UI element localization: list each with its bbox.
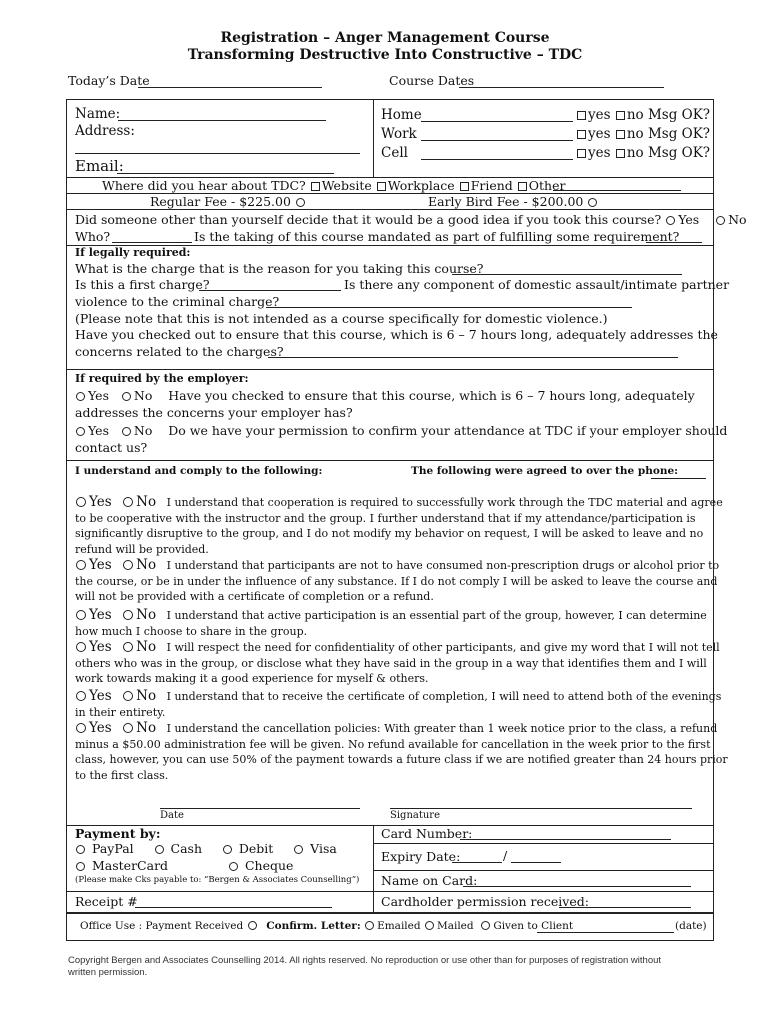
payment-row-divider: [373, 891, 714, 892]
employer-q2-yes[interactable]: Yes: [88, 423, 109, 438]
checkbox-icon[interactable]: [377, 182, 386, 191]
date-line[interactable]: [160, 808, 360, 809]
radio-icon[interactable]: [716, 216, 725, 225]
radio-icon[interactable]: [155, 845, 164, 854]
employer-q1-text-2: addresses the concerns your employer has?: [75, 405, 353, 420]
payment-row-divider: [373, 870, 714, 871]
mandated-question: Is the taking of this course mandated as part of fulfilling some requirement?: [194, 229, 680, 244]
form-subtitle: Transforming Destructive Into Constructive – TDC: [187, 47, 583, 63]
agreement-item-first-line: [75, 639, 720, 656]
who-label: Who?: [75, 229, 111, 244]
row-divider: [66, 460, 714, 461]
agreement-yes[interactable]: Yes: [89, 557, 112, 573]
agreement-item-text: I understand that to receive the certificate of completion, I will need to attend both of the evenings: [166, 690, 722, 703]
radio-icon[interactable]: [76, 862, 85, 871]
checkbox-icon[interactable]: [616, 130, 625, 139]
radio-icon[interactable]: [76, 427, 85, 436]
home-phone-field[interactable]: [421, 121, 573, 122]
legal-q-first: Is this a first charge?: [75, 277, 210, 292]
radio-icon[interactable]: [294, 845, 303, 854]
legal-q-checked-2: concerns related to the charges?: [75, 344, 284, 359]
name-label: Name:: [75, 106, 121, 122]
agreement-item-line: to be cooperative with the instructor and the group. I further understand that if my attendance/participation is: [75, 511, 696, 525]
agreement-item-line: the course, or be in under the influence of any substance. If I do not comply I will be asked to leave the course and: [75, 574, 718, 588]
regular-fee-option[interactable]: [150, 194, 308, 209]
copyright-line-1: Copyright Bergen and Associates Counselling 2014. All rights reserved. No reproduction or use other than for purposes of registration without: [68, 955, 662, 966]
radio-icon[interactable]: [365, 921, 374, 930]
decision-no[interactable]: No: [728, 212, 747, 227]
employer-q2-text-2: contact us?: [75, 440, 148, 455]
legal-heading: If legally required:: [75, 246, 191, 259]
checkbox-icon[interactable]: [577, 130, 586, 139]
legal-q-domestic-2: violence to the criminal charge?: [75, 294, 280, 309]
referral-row: [102, 178, 565, 193]
agreement-item-text: I understand that participants are not to have consumed non-prescription drugs or alcohol prior to: [166, 559, 720, 572]
address-field[interactable]: [75, 153, 360, 154]
copyright-line-2: written permission.: [68, 967, 148, 978]
date-label: Date: [160, 810, 184, 821]
expiry-month-field[interactable]: [452, 862, 502, 863]
agreement-item: [75, 720, 728, 783]
payment-divider: [373, 825, 374, 913]
employer-q1-yes[interactable]: Yes: [88, 388, 109, 403]
referral-other-field[interactable]: [553, 190, 681, 191]
radio-icon[interactable]: [76, 610, 86, 620]
form-title: Registration – Anger Management Course: [220, 30, 550, 46]
payment-paypal[interactable]: PayPal: [91, 841, 134, 856]
office-row: [80, 920, 573, 932]
cheque-note: (Please make Cks payable to: “Bergen & Associates Counselling”): [75, 875, 360, 885]
payment-mastercard[interactable]: MasterCard: [91, 858, 169, 873]
employer-heading: If required by the employer:: [75, 372, 249, 385]
agreement-item-line: refund will be provided.: [75, 542, 209, 556]
early-bird-fee-option[interactable]: [428, 194, 600, 209]
radio-icon[interactable]: [588, 198, 597, 207]
radio-icon[interactable]: [666, 216, 675, 225]
row-divider: [66, 209, 714, 210]
radio-icon[interactable]: [229, 862, 238, 871]
legal-q-charge: What is the charge that is the reason for you taking this course?: [75, 261, 484, 276]
payment-row-divider: [373, 843, 714, 844]
checkbox-icon[interactable]: [616, 111, 625, 120]
signature-label: Signature: [390, 810, 441, 821]
agreement-yes[interactable]: Yes: [89, 607, 112, 623]
legal-q-checked: Have you checked out to ensure that this course, which is 6 – 7 hours long, adequately addresses the: [75, 327, 718, 342]
agreement-yes[interactable]: Yes: [89, 688, 112, 704]
radio-icon[interactable]: [123, 560, 133, 570]
payment-row-2-a: [75, 858, 168, 873]
employer-q2-text: Do we have your permission to confirm your attendance at TDC if your employer should: [168, 423, 728, 438]
radio-icon[interactable]: [123, 642, 133, 652]
payment-debit[interactable]: Debit: [238, 841, 274, 856]
agreement-no[interactable]: No: [136, 607, 157, 623]
agreement-item-line: others who was in the group, or disclose what they have said in the group in a way that identifies them and I will: [75, 656, 707, 670]
agreement-item-line: how much I choose to share in the group.: [75, 624, 308, 638]
radio-icon[interactable]: [76, 642, 86, 652]
radio-icon[interactable]: [481, 921, 490, 930]
employer-q1-text: Have you checked to ensure that this course, which is 6 – 7 hours long, adequately: [168, 388, 695, 403]
radio-icon[interactable]: [76, 691, 86, 701]
receipt-divider: [66, 891, 373, 892]
agreement-item-first-line: [75, 608, 707, 624]
office-date-field[interactable]: [537, 932, 674, 933]
legal-domestic-field[interactable]: [266, 307, 632, 308]
cell-phone-field[interactable]: [421, 159, 573, 160]
checkbox-icon[interactable]: [577, 149, 586, 158]
payment-row-2-b: [228, 858, 293, 873]
mandated-field[interactable]: [646, 242, 702, 243]
decision-yes[interactable]: Yes: [678, 212, 700, 227]
office-emailed[interactable]: Emailed: [377, 920, 421, 932]
agreement-item-text: I will respect the need for confidentiality of other participants, and give my word that I will not tell: [166, 641, 720, 654]
agreement-item: [75, 639, 720, 687]
agreement-item: [75, 688, 722, 720]
radio-icon[interactable]: [296, 198, 305, 207]
radio-icon[interactable]: [123, 723, 133, 733]
radio-icon[interactable]: [76, 560, 86, 570]
work-msg-option[interactable]: [576, 126, 710, 142]
agreement-item-line: work towards making it a good experience for myself & others.: [75, 672, 429, 686]
employer-q1-no[interactable]: No: [133, 388, 153, 403]
radio-icon[interactable]: [425, 921, 434, 930]
referral-option-workplace[interactable]: Workplace: [387, 178, 455, 193]
payment-visa[interactable]: Visa: [310, 841, 337, 856]
home-label: Home: [381, 107, 422, 123]
agreement-no[interactable]: No: [136, 688, 157, 704]
referral-option-other[interactable]: Other: [528, 178, 566, 193]
expiry-sep: /: [503, 848, 508, 863]
legal-first-field[interactable]: [199, 290, 341, 291]
course-dates-label: Course Dates: [389, 73, 475, 88]
cardholder-field[interactable]: [559, 907, 691, 908]
agreement-no[interactable]: No: [136, 494, 157, 510]
agreement-item: [75, 557, 720, 605]
agreement-item-text: I understand that active participation is an essential part of the group, however, I can determine: [166, 609, 707, 622]
receipt-field[interactable]: [135, 907, 332, 908]
radio-icon[interactable]: [76, 723, 86, 733]
course-dates-field[interactable]: [459, 87, 664, 88]
agreement-item-text: I understand the cancellation policies: With greater than 1 week notice prior to the class, a refund: [166, 722, 718, 735]
radio-icon[interactable]: [223, 845, 232, 854]
agreement-yes[interactable]: Yes: [89, 494, 112, 510]
agreement-heading-right: The following were agreed to over the phone:: [411, 465, 679, 477]
cell-label: Cell: [381, 145, 408, 161]
radio-icon[interactable]: [76, 497, 86, 507]
card-number-field[interactable]: [460, 839, 671, 840]
employer-q2-row: [75, 423, 727, 438]
card-number-label: Card Number:: [381, 826, 473, 841]
payment-row-1: [75, 841, 337, 856]
expiry-label: Expiry Date:: [381, 849, 461, 864]
yes-label: yes: [588, 145, 611, 161]
cell-msg-option[interactable]: [576, 145, 710, 161]
address-label: Address:: [75, 123, 135, 139]
email-label: Email:: [75, 157, 124, 175]
agreement-item-line: minus a $50.00 administration fee will be given. No refund available for cancellation in the week prior to the first: [75, 737, 711, 751]
radio-icon[interactable]: [76, 845, 85, 854]
cardholder-label: Cardholder permission received:: [381, 894, 589, 909]
contact-divider: [373, 99, 374, 177]
name-field[interactable]: [118, 120, 326, 121]
msg-label: no Msg OK?: [626, 145, 711, 161]
name-on-card-field[interactable]: [463, 886, 691, 887]
agreement-item-line: class, however, you can use 50% of the payment towards a future class if we are notified greater than 24 hours prior: [75, 753, 728, 767]
phone-agreement-field[interactable]: [651, 478, 706, 479]
agreement-item-text: I understand that cooperation is required to successfully work through the TDC material and agree: [166, 496, 723, 509]
agreement-item-line: significantly disruptive to the group, and I do not modify my behavior on request, I will be asked to leave and no: [75, 527, 704, 541]
expiry-year-field[interactable]: [511, 862, 561, 863]
agreement-item-line: to the first class.: [75, 768, 169, 782]
agreement-no[interactable]: No: [136, 557, 157, 573]
who-field[interactable]: [112, 242, 192, 243]
regular-fee-label: Regular Fee - $225.00: [150, 194, 291, 209]
agreement-item-first-line: [75, 720, 718, 737]
payment-heading: Payment by:: [75, 826, 161, 841]
receipt-label: Receipt #: [75, 894, 138, 909]
agreement-yes[interactable]: Yes: [89, 639, 112, 655]
agreement-item: [75, 494, 723, 557]
work-phone-field[interactable]: [421, 140, 573, 141]
agreement-item-first-line: [75, 557, 720, 574]
legal-note: (Please note that this is not intended as a course specifically for domestic violence.): [75, 311, 608, 326]
radio-icon[interactable]: [123, 691, 133, 701]
employer-q2-no[interactable]: No: [133, 423, 153, 438]
agreement-item: [75, 608, 707, 639]
referral-option-website[interactable]: Website: [321, 178, 372, 193]
row-divider: [66, 369, 714, 370]
todays-date-label: Today’s Date: [68, 73, 150, 88]
radio-icon[interactable]: [123, 610, 133, 620]
radio-icon[interactable]: [122, 392, 131, 401]
checkbox-icon[interactable]: [518, 182, 527, 191]
agreement-no[interactable]: No: [136, 639, 157, 655]
yes-label: yes: [588, 107, 611, 123]
msg-label: no Msg OK?: [626, 107, 711, 123]
legal-q-domestic: Is there any component of domestic assault/intimate partner: [344, 277, 730, 292]
checkbox-icon[interactable]: [311, 182, 320, 191]
checkbox-icon[interactable]: [577, 111, 586, 120]
msg-label: no Msg OK?: [626, 126, 711, 142]
email-field[interactable]: [117, 173, 334, 174]
legal-checked-field[interactable]: [268, 357, 678, 358]
legal-charge-field[interactable]: [452, 274, 682, 275]
payment-cash[interactable]: Cash: [170, 841, 202, 856]
referral-question: Where did you hear about TDC?: [102, 178, 306, 193]
employer-q1-row: [75, 388, 695, 403]
agreement-item-line: will not be provided with a certificate of completion or a refund.: [75, 590, 434, 604]
office-label: Office Use : Payment Received: [80, 920, 244, 932]
office-mailed[interactable]: Mailed: [436, 920, 474, 932]
payment-cheque[interactable]: Cheque: [244, 858, 294, 873]
todays-date-field[interactable]: [138, 87, 322, 88]
agreement-item-line: in their entirety.: [75, 705, 166, 719]
agreement-item-first-line: [75, 494, 723, 511]
referral-option-friend[interactable]: Friend: [470, 178, 513, 193]
decision-row: [75, 212, 747, 227]
radio-icon[interactable]: [122, 427, 131, 436]
yes-label: yes: [588, 126, 611, 142]
agreement-heading-left: I understand and comply to the following:: [75, 465, 323, 477]
radio-icon[interactable]: [76, 392, 85, 401]
name-on-card-label: Name on Card:: [381, 873, 478, 888]
decision-question: Did someone other than yourself decide that it would be a good idea if you took this course?: [75, 212, 662, 227]
checkbox-icon[interactable]: [460, 182, 469, 191]
home-msg-option[interactable]: [576, 107, 710, 123]
radio-icon[interactable]: [248, 921, 257, 930]
agreement-item-first-line: [75, 688, 722, 705]
checkbox-icon[interactable]: [616, 149, 625, 158]
office-given[interactable]: Given to Client: [493, 920, 574, 932]
work-label: Work: [381, 126, 417, 142]
agreement-no[interactable]: No: [136, 720, 157, 736]
signature-line[interactable]: [390, 808, 692, 809]
agreement-yes[interactable]: Yes: [89, 720, 112, 736]
early-bird-fee-label: Early Bird Fee - $200.00: [428, 194, 584, 209]
office-date-label: (date): [675, 920, 707, 932]
radio-icon[interactable]: [123, 497, 133, 507]
confirm-letter-label: Confirm. Letter:: [266, 920, 361, 932]
